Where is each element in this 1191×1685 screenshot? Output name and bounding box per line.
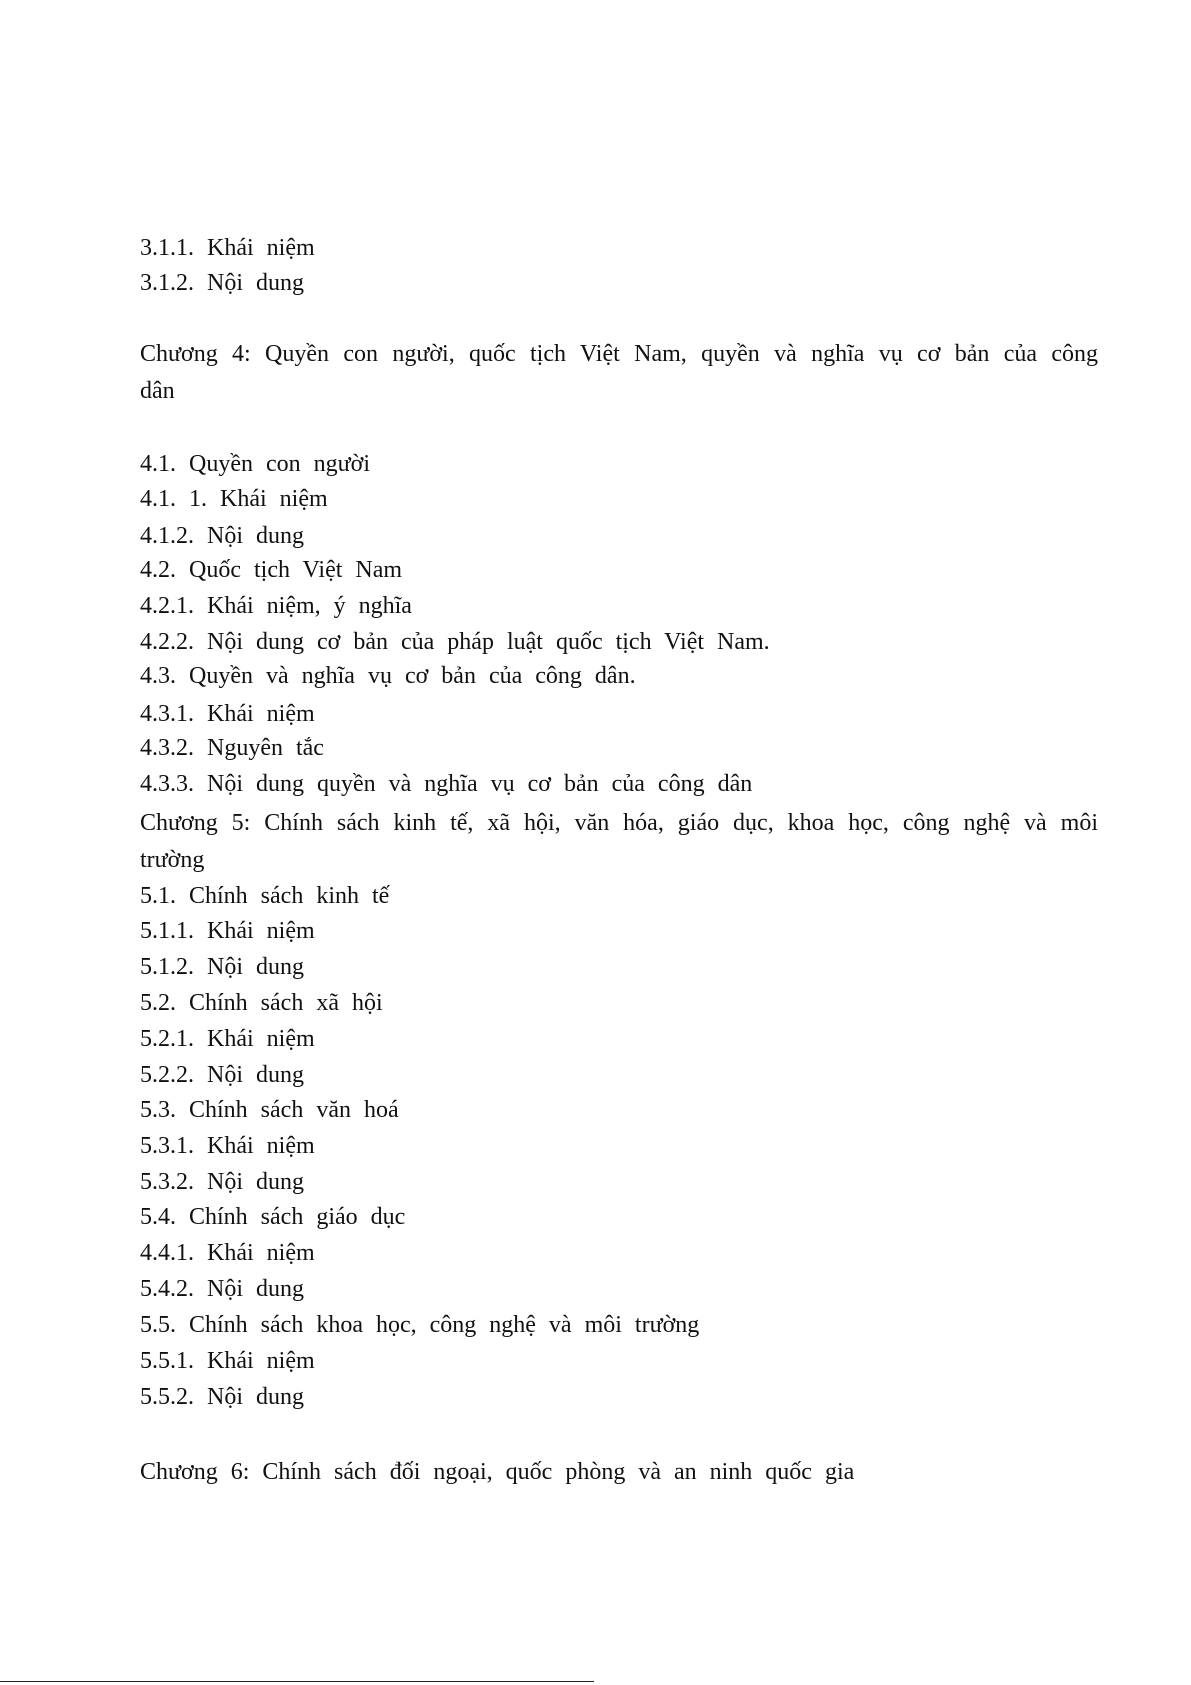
section-heading: 4.1. Quyền con người	[140, 451, 371, 477]
section-heading: 3.1.1. Khái niệm	[140, 235, 315, 261]
section-heading: 5.5. Chính sách khoa học, công nghệ và môi trường	[140, 1312, 700, 1338]
section-heading: 5.2. Chính sách xã hội	[140, 990, 383, 1016]
section-heading: 5.3.2. Nội dung	[140, 1169, 304, 1195]
section-heading: 5.5.1. Khái niệm	[140, 1348, 315, 1374]
section-heading: 3.1.2. Nội dung	[140, 270, 304, 296]
section-heading: 4.1. 1. Khái niệm	[140, 486, 328, 512]
section-heading: 4.3. Quyền và nghĩa vụ cơ bản của công dân.	[140, 663, 636, 689]
section-heading: 4.1.2. Nội dung	[140, 523, 304, 549]
section-heading: 4.3.1. Khái niệm	[140, 701, 315, 727]
section-heading: 4.2.2. Nội dung cơ bản của pháp luật quốc tịch Việt Nam.	[140, 629, 770, 655]
section-heading: 5.2.2. Nội dung	[140, 1062, 304, 1088]
section-heading: 4.3.3. Nội dung quyền và nghĩa vụ cơ bản của công dân	[140, 771, 753, 797]
section-heading: 4.2. Quốc tịch Việt Nam	[140, 557, 403, 583]
section-heading: 4.4.1. Khái niệm	[140, 1240, 315, 1266]
chapter-heading: Chương 6: Chính sách đối ngoại, quốc phòng và an ninh quốc gia	[140, 1459, 855, 1485]
section-heading: 5.1. Chính sách kinh tế	[140, 883, 390, 909]
section-heading: 5.4.2. Nội dung	[140, 1276, 304, 1302]
section-heading: 5.1.2. Nội dung	[140, 954, 304, 980]
section-heading: 5.3. Chính sách văn hoá	[140, 1097, 399, 1123]
chapter-heading: Chương 5: Chính sách kinh tế, xã hội, văn hóa, giáo dục, khoa học, công nghệ và môi trường	[140, 810, 1098, 873]
section-heading: 5.3.1. Khái niệm	[140, 1133, 315, 1159]
section-heading: 5.5.2. Nội dung	[140, 1384, 304, 1410]
section-heading: 4.2.1. Khái niệm, ý nghĩa	[140, 593, 412, 619]
section-heading: 5.4. Chính sách giáo dục	[140, 1204, 406, 1230]
footer-rule	[0, 1681, 594, 1682]
section-heading: 5.1.1. Khái niệm	[140, 918, 315, 944]
section-heading: 5.2.1. Khái niệm	[140, 1026, 315, 1052]
chapter-heading: Chương 4: Quyền con người, quốc tịch Việt Nam, quyền và nghĩa vụ cơ bản của công dân	[140, 341, 1098, 404]
section-heading: 4.3.2. Nguyên tắc	[140, 735, 324, 761]
